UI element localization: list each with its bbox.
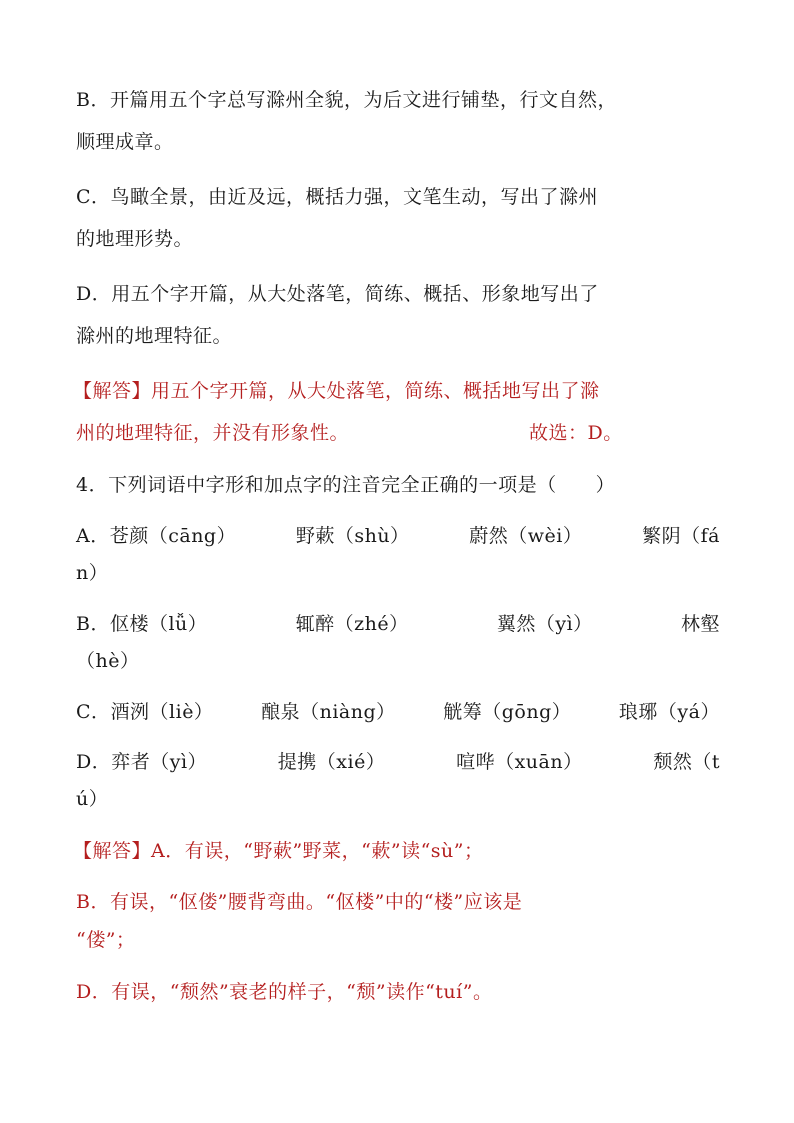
q4-a-item-4: 繁阴（fá	[642, 525, 720, 547]
q3-answer-line2	[76, 421, 720, 445]
q4-c-item-4: 琅琊（yá）	[618, 701, 720, 723]
q4-c-item-1: C．酒洌（liè）	[76, 701, 214, 723]
q4-option-d	[76, 750, 720, 774]
q4-a-item-3: 蔚然（wèi）	[469, 525, 583, 547]
q4-stem: 4．下列词语中字形和加点字的注音完全正确的一项是（ ）	[76, 474, 616, 496]
q3-answer-text-2: 州的地理特征，并没有形象性。	[76, 422, 350, 444]
q3-option-b-line1: B．开篇用五个字总写滁州全貌，为后文进行铺垫，行文自然，	[76, 89, 617, 111]
q4-b-item-4: 林壑	[680, 613, 720, 635]
q4-option-b	[76, 612, 720, 636]
q4-d-item-4: 颓然（t	[653, 751, 720, 773]
q4-a-item-2: 野蔌（shù）	[295, 525, 410, 547]
q4-d-item-2: 提携（xié）	[277, 751, 386, 773]
q4-c-item-3: 觥筹（gōng）	[443, 701, 572, 723]
q4-answer-line-b2: “偻”；	[76, 929, 136, 951]
answer-tag-q4: 【解答】	[73, 840, 152, 862]
q4-d-item-3: 喧哗（xuān）	[456, 751, 583, 773]
q3-option-c-line1: C．鸟瞰全景，由近及远，概括力强，文笔生动，写出了滁州	[76, 186, 599, 208]
q3-answer-line1	[73, 379, 720, 403]
q4-option-a	[76, 524, 720, 548]
q4-b-item-1: B．伛楼（lǚ）	[76, 613, 208, 635]
q4-answer-line-a	[73, 839, 720, 863]
q4-answer-line-d: D．有误，“颓然”衰老的样子，“颓”读作“tuí”。	[76, 981, 493, 1003]
q3-option-d-line1: D．用五个字开篇，从大处落笔，简练、概括、形象地写出了	[76, 283, 599, 305]
q4-answer-a-text: A．有误，“野蔌”野菜，“蔌”读“sù”；	[151, 840, 484, 862]
q4-option-c	[76, 700, 720, 724]
q4-b-item-2: 辄醉（zhé）	[295, 613, 409, 635]
q4-d-item-1: D．弈者（yì）	[76, 751, 208, 773]
q3-option-c-line2: 的地理形势。	[76, 228, 194, 250]
q4-c-item-2: 酿泉（niàng）	[261, 701, 396, 723]
q3-answer-text-1: 用五个字开篇，从大处落笔，简练、概括地写出了滁	[151, 380, 600, 402]
q3-answer-choice: 故选：D。	[529, 422, 623, 444]
answer-tag: 【解答】	[73, 380, 152, 402]
q4-a-item-1: A．苍颜（cāng）	[76, 525, 237, 547]
q4-option-b-cont: （hè）	[76, 650, 140, 672]
q3-option-b-line2: 顺理成章。	[76, 131, 174, 153]
q3-option-d-line2: 滁州的地理特征。	[76, 325, 233, 347]
q4-option-d-cont: ú）	[76, 788, 109, 810]
q4-option-a-cont: n）	[76, 562, 109, 584]
q4-answer-line-b1: B．有误，“伛偻”腰背弯曲。“伛楼”中的“楼”应该是	[76, 891, 523, 913]
q4-b-item-3: 翼然（yì）	[496, 613, 593, 635]
